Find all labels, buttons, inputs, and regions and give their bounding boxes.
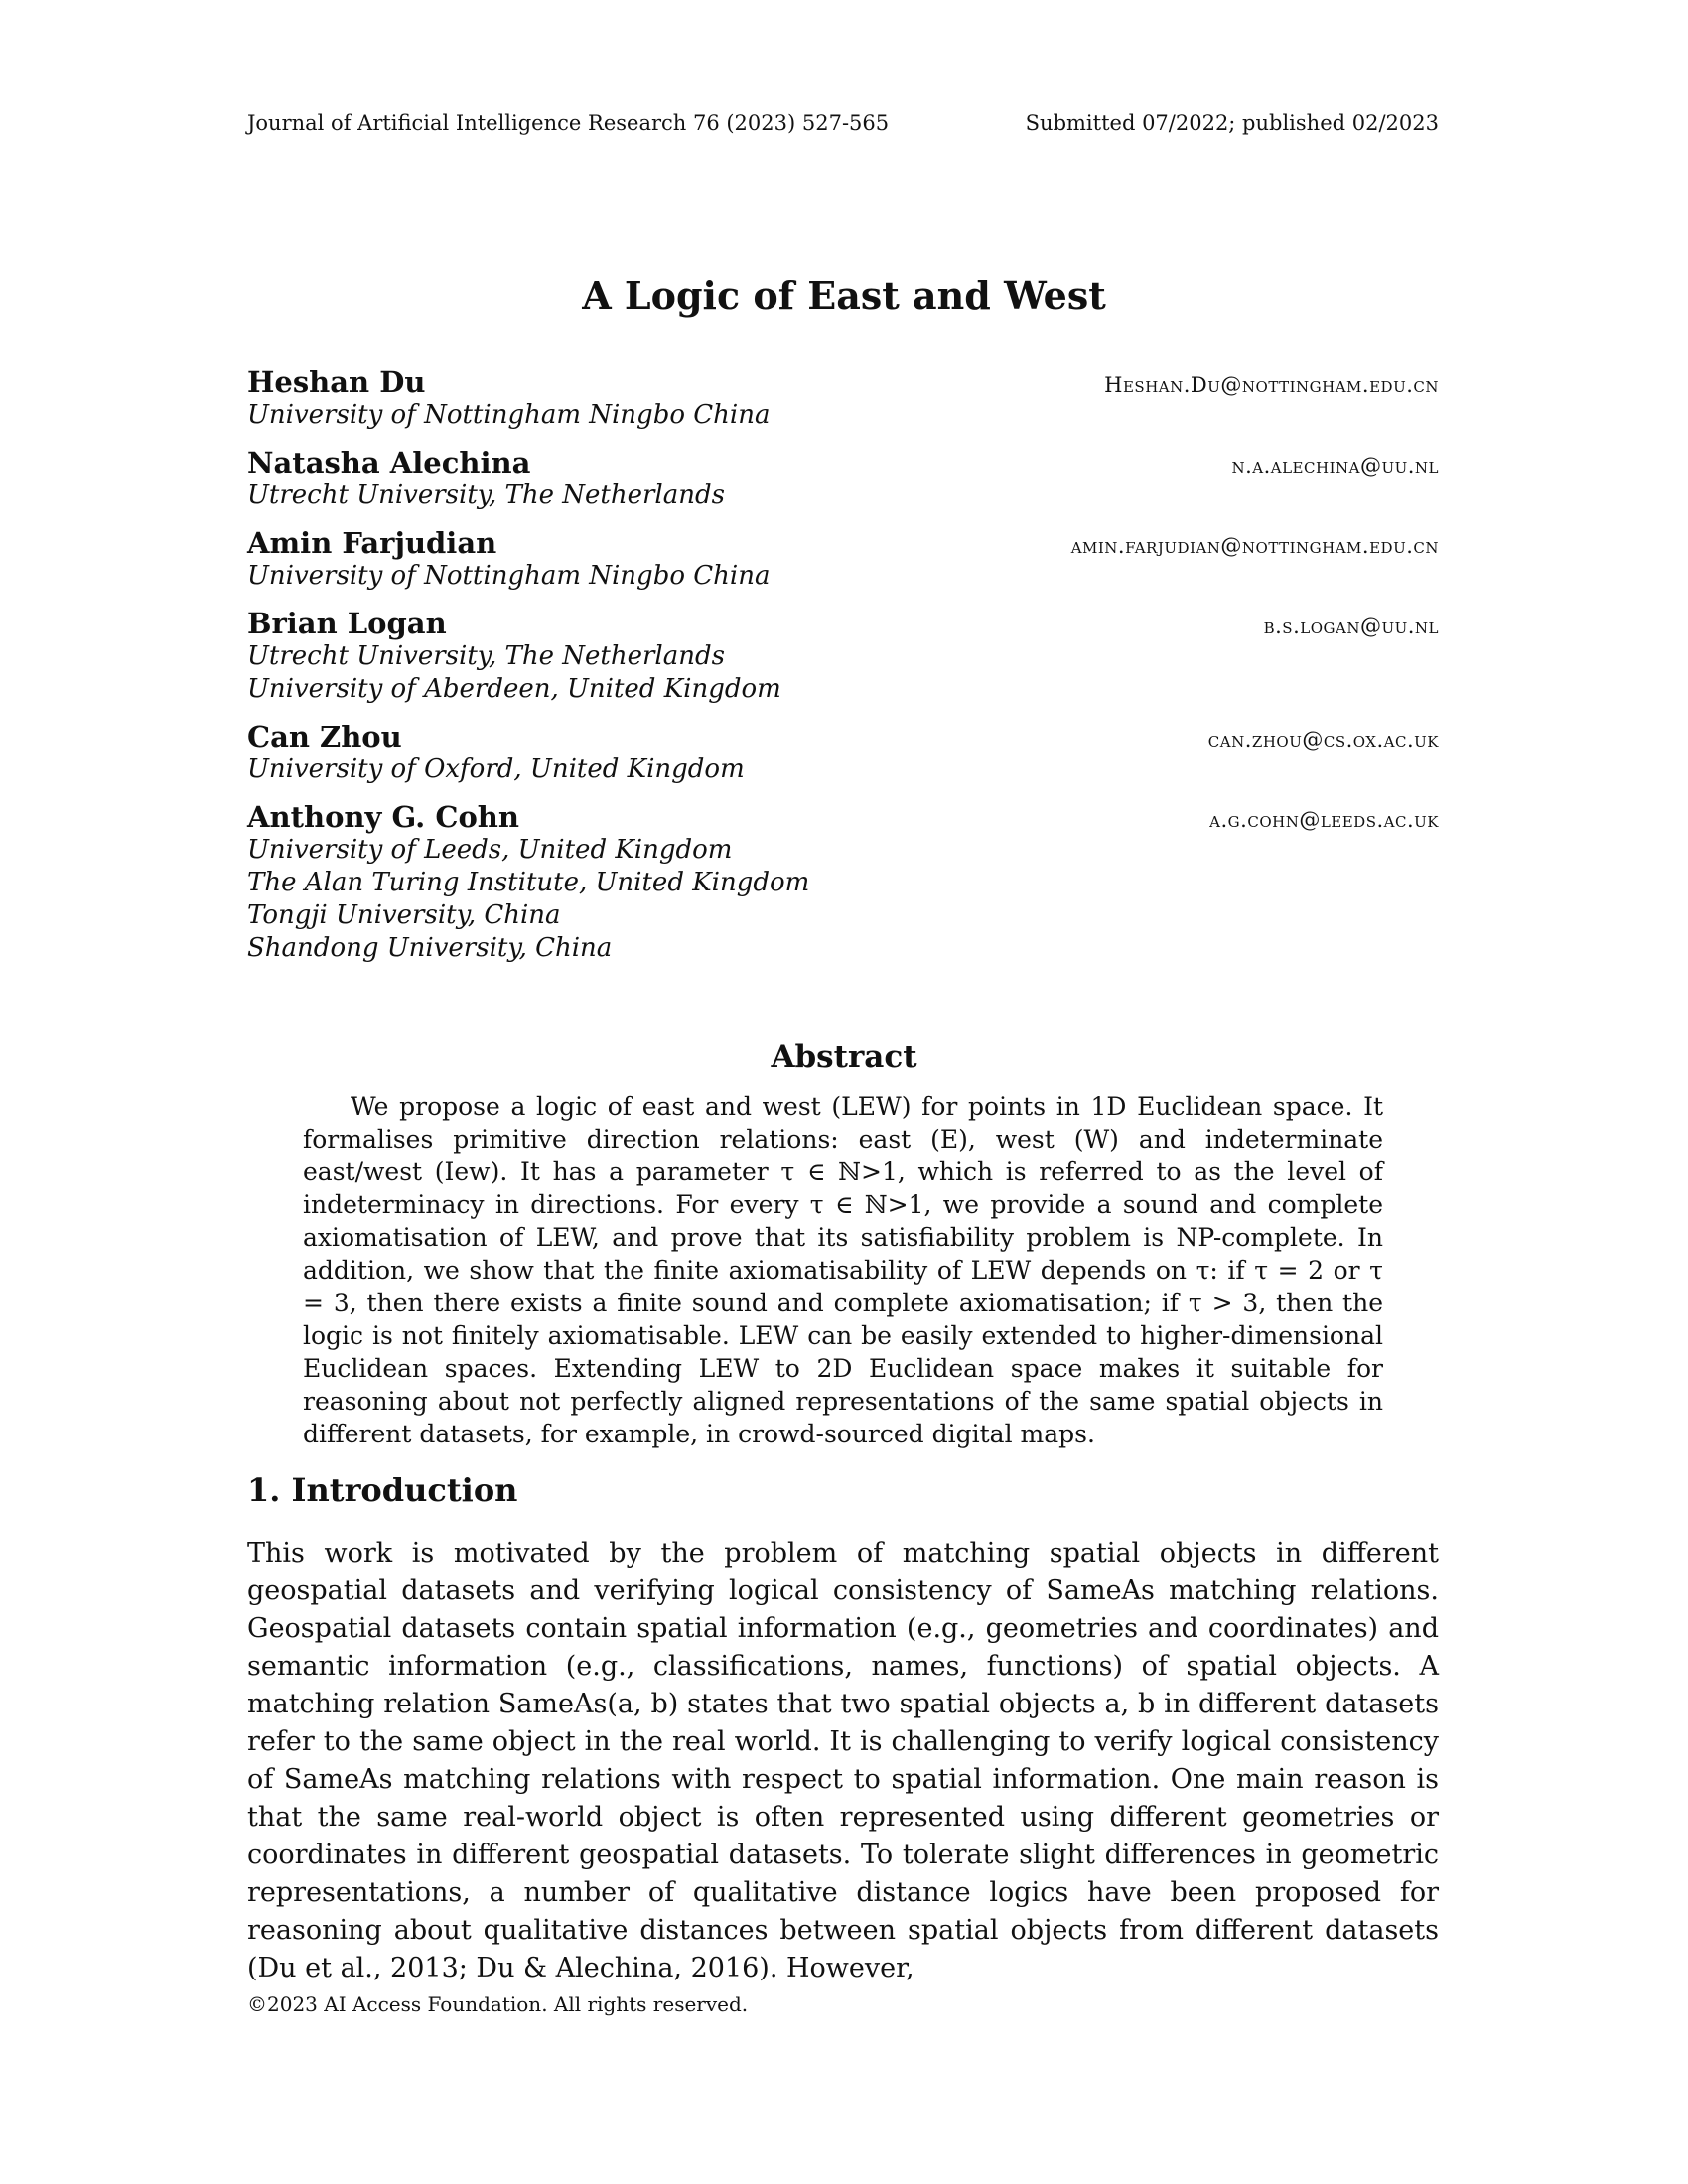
running-header bbox=[247, 111, 1439, 135]
journal-citation: Journal of Artificial Intelligence Research 76 (2023) 527-565 bbox=[247, 111, 890, 135]
submission-dates: Submitted 07/2022; published 02/2023 bbox=[1025, 111, 1439, 135]
author-name: Brian Logan bbox=[247, 607, 447, 640]
author-email[interactable]: a.g.cohn@leeds.ac.uk bbox=[1209, 808, 1439, 832]
author-email[interactable]: b.s.logan@uu.nl bbox=[1263, 614, 1439, 638]
author-block bbox=[247, 607, 1439, 706]
paper-title: A Logic of East and West bbox=[582, 273, 1106, 318]
author-name: Anthony G. Cohn bbox=[247, 800, 519, 834]
author-name: Heshan Du bbox=[247, 365, 426, 399]
author-affiliation: University of Leeds, United Kingdom bbox=[247, 835, 733, 865]
author-name: Amin Farjudian bbox=[247, 526, 497, 560]
abstract-text: We propose a logic of east and west (LEW) for points in 1D Euclidean space. It formalises primitive direction relations: east (E), west (W) and indeterminate east/west (Iew). It has a parameter τ ∈ ℕ>1, which is referred to as the level of indeterminacy in directions. For every τ ∈ ℕ>1, we provide a sound and complete axiomatisation of LEW, and prove that its satisfiability problem is NP-complete. In addition, we show that the finite axiomatisability of LEW depends on τ: if τ = 2 or τ = 3, then there exists a finite sound and complete axiomatisation; if τ > 3, then the logic is not finitely axiomatisable. LEW can be easily extended to higher-dimensional Euclidean spaces. Extending LEW to 2D Euclidean space makes it suitable for reasoning about not perfectly aligned representations of the same spatial objects in different datasets, for example, in crowd-sourced digital maps. bbox=[303, 1092, 1383, 1448]
copyright-footer: ©2023 AI Access Foundation. All rights reserved. bbox=[247, 1992, 749, 2016]
author-block bbox=[247, 365, 1439, 432]
abstract-heading: Abstract bbox=[771, 1039, 917, 1075]
author-affiliation: The Alan Turing Institute, United Kingdom bbox=[247, 868, 810, 897]
author-block bbox=[247, 800, 1439, 965]
author-list bbox=[247, 365, 1439, 979]
author-affiliation: Utrecht University, The Netherlands bbox=[247, 641, 725, 671]
author-affiliation: University of Oxford, United Kingdom bbox=[247, 754, 745, 784]
author-affiliation: Tongji University, China bbox=[247, 900, 561, 930]
author-name: Natasha Alechina bbox=[247, 446, 531, 479]
author-block bbox=[247, 720, 1439, 786]
author-affiliation: Shandong University, China bbox=[247, 933, 613, 963]
author-block bbox=[247, 446, 1439, 512]
author-block bbox=[247, 526, 1439, 593]
author-affiliation: University of Aberdeen, United Kingdom bbox=[247, 674, 781, 704]
author-email[interactable]: can.zhou@cs.ox.ac.uk bbox=[1207, 728, 1439, 751]
author-affiliation: University of Nottingham Ningbo China bbox=[247, 561, 771, 591]
author-name: Can Zhou bbox=[247, 720, 402, 753]
intro-paragraph: This work is motivated by the problem of matching spatial objects in different geospatial datasets and verifying logical consistency of SameAs matching relations. Geospatial datasets contain spatial information (e.g., geometries and coordinates) and semantic information (e.g., classifications, names, functions) of spatial objects. A matching relation SameAs(a, b) states that two spatial objects a, b in different datasets refer to the same object in the real world. It is challenging to verify logical consistency of SameAs matching relations with respect to spatial information. One main reason is that the same real-world object is often represented using different geometries or coordinates in different geospatial datasets. To tolerate slight differences in geometric representations, a number of qualitative distance logics have been proposed for reasoning about qualitative distances between spatial objects from different datasets (Du et al., 2013; Du & Alechina, 2016). However, bbox=[247, 1538, 1439, 1983]
author-email[interactable]: amin.farjudian@nottingham.edu.cn bbox=[1070, 534, 1439, 558]
author-email[interactable]: Heshan.Du@nottingham.edu.cn bbox=[1104, 373, 1439, 397]
author-affiliation: Utrecht University, The Netherlands bbox=[247, 480, 725, 510]
author-affiliation: University of Nottingham Ningbo China bbox=[247, 400, 771, 430]
author-email[interactable]: n.a.alechina@uu.nl bbox=[1231, 454, 1439, 478]
section-heading: 1. Introduction bbox=[247, 1471, 518, 1509]
